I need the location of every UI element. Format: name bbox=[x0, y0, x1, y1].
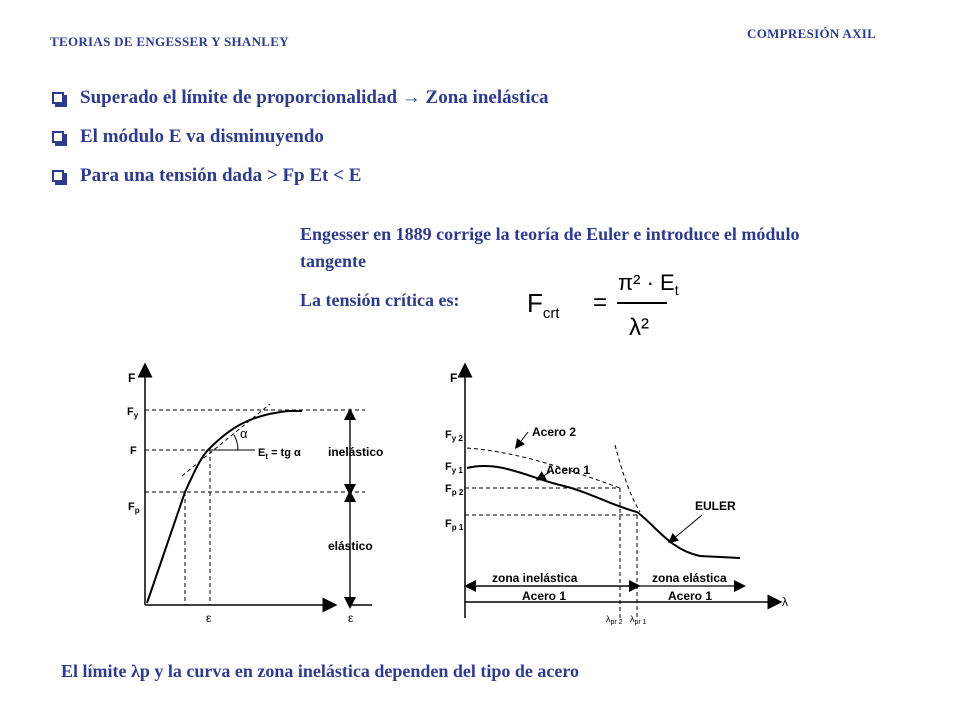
euler-dashed-curve bbox=[615, 445, 640, 512]
f-label: F bbox=[130, 445, 137, 457]
bullet-text: Para una tensión dada > Fp Et < E bbox=[80, 164, 362, 186]
formula-lhs: $F_{crt}$ bbox=[527, 288, 560, 322]
fp-label: $F_p$ bbox=[128, 501, 140, 515]
bullet-text: El módulo E va disminuyendo bbox=[80, 125, 324, 147]
euler-label: EULER bbox=[695, 499, 736, 513]
buckling-curve-diagram bbox=[440, 360, 800, 630]
bullet-item bbox=[52, 78, 549, 117]
alpha-arc bbox=[234, 435, 238, 450]
critical-stress-label: La tensión crítica es: bbox=[300, 290, 460, 310]
bullet-text: Superado el límite de proporcionalidad → Zona inelástica bbox=[80, 86, 549, 108]
inelastic-label: inelástico bbox=[328, 445, 384, 459]
checkbox-bullet-icon bbox=[52, 92, 64, 104]
critical-stress-formula bbox=[525, 260, 679, 350]
tangent-line bbox=[182, 404, 270, 476]
formula-denominator: λ² bbox=[629, 314, 649, 341]
formula-equals: = bbox=[593, 289, 608, 316]
strain-label-1: ε bbox=[206, 611, 212, 625]
acero2-curve bbox=[467, 448, 620, 488]
zona-elastica-label: zona elástica bbox=[652, 571, 727, 585]
bullet-list bbox=[52, 78, 549, 195]
bullet-item bbox=[52, 156, 549, 195]
lambda-axis-label: λ bbox=[782, 595, 788, 609]
acero2-pointer bbox=[518, 432, 528, 445]
formula-numerator: $\pi^2 \cdot E_t$ bbox=[618, 270, 679, 298]
y-axis-label: F bbox=[450, 371, 458, 385]
tangent-modulus-label: $E_t$ = tg α bbox=[258, 447, 301, 461]
euler-pointer bbox=[672, 515, 702, 540]
footer-text: El límite λp y la curva en zona inelástica dependen del tipo de acero bbox=[61, 661, 579, 681]
acero1-zone-label-left: Acero 1 bbox=[522, 589, 567, 603]
acero1-zone-label-right: Acero 1 bbox=[668, 589, 713, 603]
fy2-label: $F_{y 2}$ bbox=[445, 429, 463, 443]
fy-label: $F_y$ bbox=[127, 406, 139, 420]
stress-strain-diagram bbox=[110, 360, 410, 630]
bullet-item bbox=[52, 117, 549, 156]
acero2-label: Acero 2 bbox=[532, 425, 577, 439]
checkbox-bullet-icon bbox=[52, 170, 64, 182]
elastic-label: elástico bbox=[328, 539, 373, 553]
acero1-label: Acero 1 bbox=[546, 463, 591, 477]
strain-label-2: ε bbox=[348, 611, 354, 625]
y-axis-label: F bbox=[128, 371, 136, 385]
engesser-paragraph: Engesser en 1889 corrige la teoría de Euler e introduce el módulo tangente bbox=[300, 224, 800, 271]
fy1-label: $F_{y 1}$ bbox=[445, 461, 463, 475]
fp2-label: $F_{p 2}$ bbox=[445, 483, 464, 497]
header-right-title: COMPRESIÓN AXIL bbox=[747, 26, 877, 41]
fp1-label: $F_{p 1}$ bbox=[445, 518, 464, 532]
lambda-pr2-label: $\lambda_{pr 2}$ bbox=[606, 614, 623, 626]
zona-inelastica-label: zona inelástica bbox=[492, 571, 578, 585]
alpha-label: α bbox=[240, 426, 248, 441]
lambda-pr1-label: $\lambda_{pr 1}$ bbox=[630, 614, 647, 626]
stress-strain-curve bbox=[147, 411, 302, 603]
checkbox-bullet-icon bbox=[52, 131, 64, 143]
header-left-title: TEORIAS DE ENGESSER Y SHANLEY bbox=[50, 34, 289, 49]
